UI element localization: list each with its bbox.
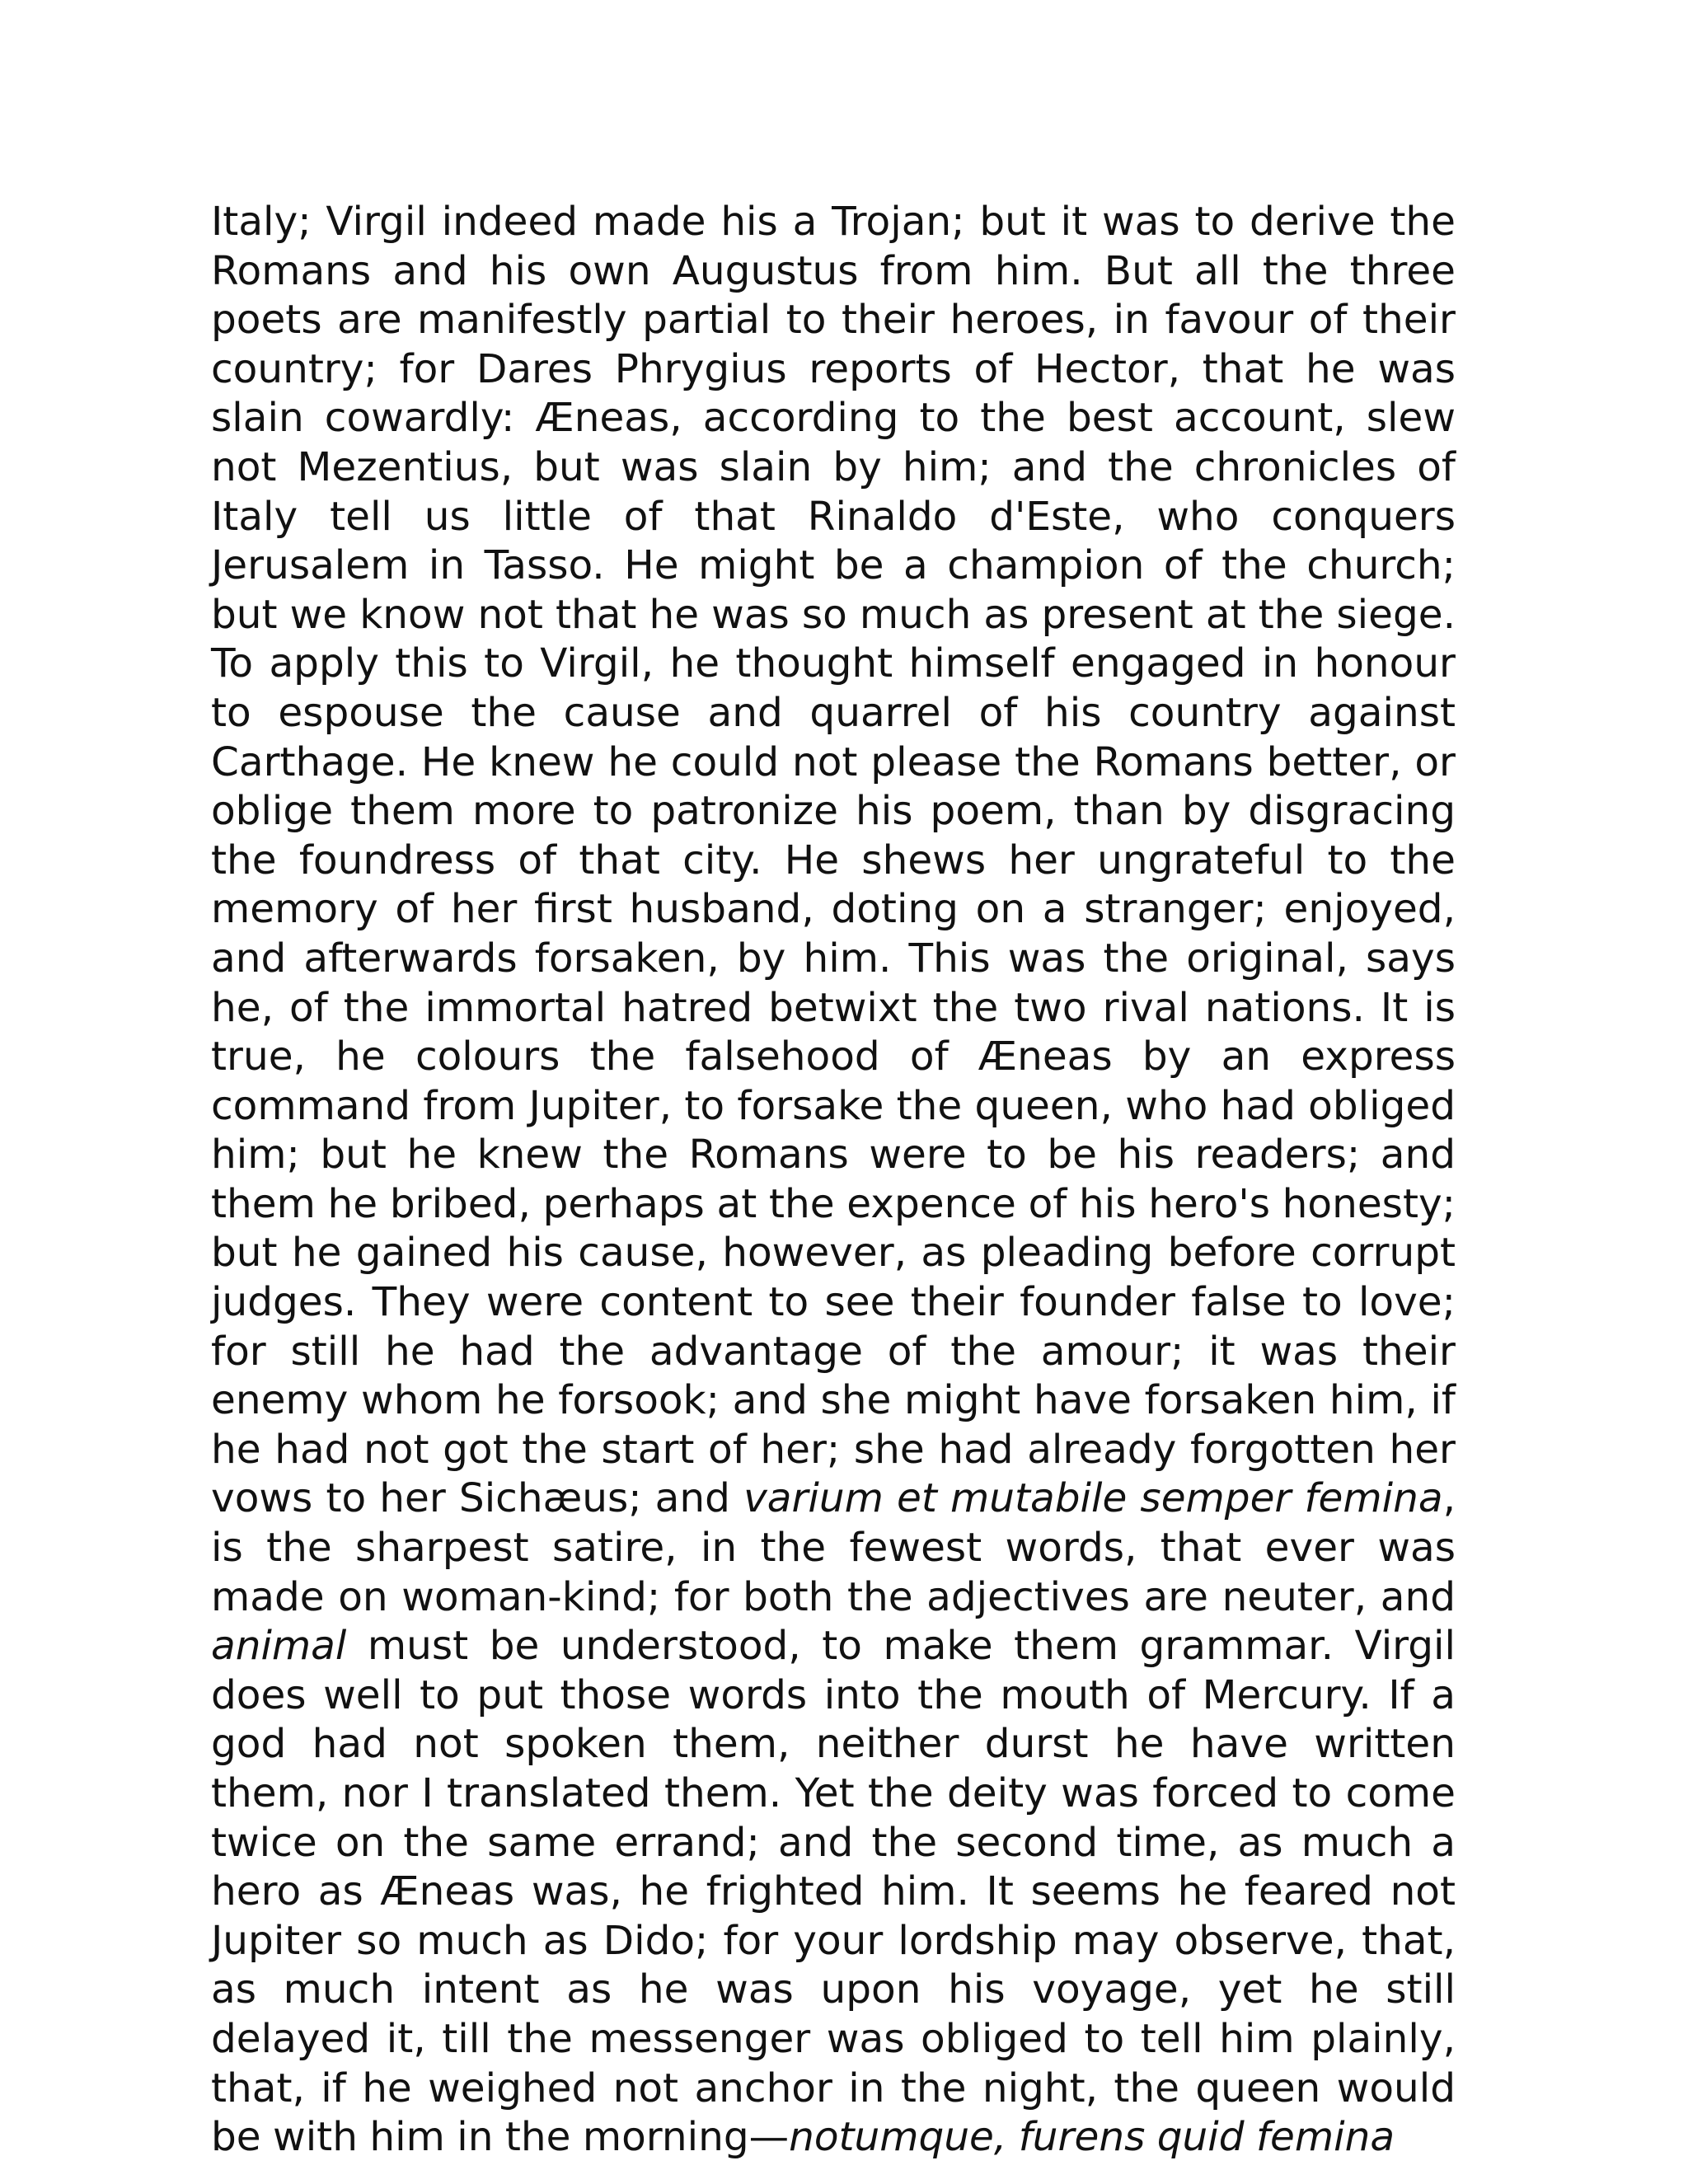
latin-word-animal: animal — [211, 1623, 347, 1670]
text-segment-2: , is the sharpest satire, in the fewest words, that ever was made on woman-kind; for both the adjectives are neuter, and — [211, 1475, 1456, 1620]
body-paragraph — [211, 198, 1456, 2163]
latin-quote-notumque: notumque, furens quid femina — [789, 2114, 1395, 2161]
text-segment-1: Italy; Virgil indeed made his a Trojan; but it was to derive the Romans and his own Augustus from him. But all the three poets are manifestly partial to their heroes, in favour of their country; for Dares Phrygius reports of Hector, that he was slain cowardly: Æneas, according to the best account, slew not Mezentius, but was slain by him; and the chronicles of Italy tell us little of that Rinaldo d'Este, who conquers Jerusalem in Tasso. He might be a champion of the church; but we know not that he was so much as present at the siege. To apply this to Virgil, he thought himself engaged in honour to espouse the cause and quarrel of his country against Carthage. He knew he could not please the Romans better, or oblige them more to patronize his poem, than by disgracing the foundress of that city. He shews her ungrateful to the memory of her first husband, doting on a stranger; enjoyed, and afterwards forsaken, by him. This was the original, says he, of the immortal hatred betwixt the two rival nations. It is true, he colours the falsehood of Æneas by an express command from Jupiter, to forsake the queen, who had obliged him; but he knew the Romans were to be his readers; and them he bribed, perhaps at the expence of his hero's honesty; but he gained his cause, however, as pleading before corrupt judges. They were content to see their founder false to love; for still he had the advantage of the amour; it was their enemy whom he forsook; and she might have forsaken him, if he had not got the start of her; she had already forgotten her vows to her Sichæus; and — [211, 199, 1456, 1522]
latin-quote-varium: varium et mutabile semper femina — [743, 1475, 1443, 1522]
text-segment-3: must be understood, to make them grammar. Virgil does well to put those words into the mouth of Mercury. If a god had not spoken them, neither durst he have written them, nor I translated them. Yet the deity was forced to come twice on the same errand; and the second time, as much a hero as Æneas was, he frighted him. It seems he feared not Jupiter so much as Dido; for your lordship may observe, that, as much intent as he was upon his voyage, yet he still delayed it, till the messenger was obliged to tell him plainly, that, if he weighed not anchor in the night, the queen would be with him in the morning— — [211, 1623, 1456, 2161]
